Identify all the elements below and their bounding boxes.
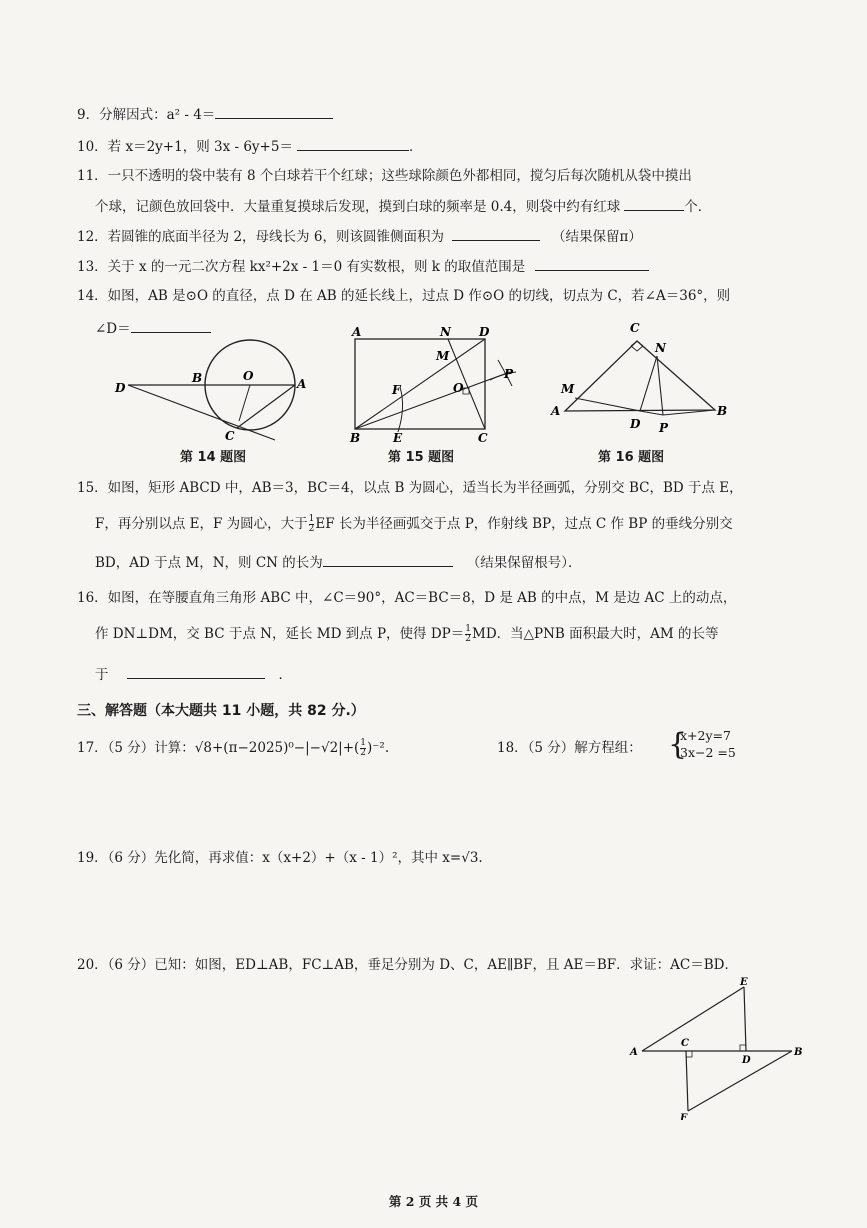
label-m: M <box>561 382 575 396</box>
question-16-line1: 16．如图，在等腰直角三角形 ABC 中，∠C＝90°，AC＝BC＝8，D 是 AB 的中点，M 是边 AC 上的动点， <box>77 590 737 606</box>
figure-20 <box>626 975 811 1120</box>
label-c: C <box>681 1038 689 1049</box>
line-ae <box>642 987 744 1051</box>
question-18: 18．（5 分）解方程组： <box>497 740 642 756</box>
line-ed <box>744 987 746 1051</box>
label-d: D <box>742 1055 751 1066</box>
label-a: A <box>352 325 362 339</box>
answer-blank-15[interactable] <box>323 552 453 567</box>
label-f: F <box>392 383 401 397</box>
label-e: E <box>393 431 403 445</box>
line-np <box>657 356 663 415</box>
page-footer: 第 2 页 共 4 页 <box>388 1194 479 1209</box>
answer-blank-10[interactable] <box>297 136 409 151</box>
line-md <box>575 398 640 411</box>
tangent-line <box>128 385 275 440</box>
question-9: 9．分解因式：a² - 4＝ <box>77 104 333 125</box>
question-10: 10．若 x＝2y+1，则 3x - 6y+5＝ ． <box>77 136 422 157</box>
label-d: D <box>115 381 126 395</box>
label-p: P <box>659 421 669 435</box>
label-a: A <box>630 1047 638 1058</box>
label-b: B <box>350 431 361 445</box>
fraction-half: $\frac{1}{2}$ <box>360 738 367 758</box>
right-angle-c <box>686 1051 692 1057</box>
question-12: 12．若圆锥的底面半径为 2，母线长为 6，则该圆锥侧面积为 （结果保留π） <box>77 226 642 247</box>
label-c: C <box>630 321 640 335</box>
label-o: O <box>453 381 464 395</box>
label-c: C <box>478 431 488 445</box>
question-13: 13．关于 x 的一元二次方程 kx²+2x - 1＝0 有实数根，则 k 的取值范围是 <box>77 256 649 277</box>
radius-oc <box>239 385 250 421</box>
question-16-line2: 作 DN⊥DM，交 BC 于点 N，延长 MD 到点 P，使得 DP＝ $\frac{1}{2}$ MD．当△PNB 面积最大时，AM 的长等 <box>95 624 719 644</box>
answer-blank-13[interactable] <box>535 256 649 271</box>
question-11-line1: 11．一只不透明的袋中装有 8 个白球若干个红球；这些球除颜色外都相同，搅匀后每次随机从袋中摸出 <box>77 168 692 184</box>
question-15-line2: F，再分别以点 E，F 为圆心，大于 $\frac{1}{2}$ EF 长为半径画弧交于点 P，作射线 BP，过点 C 作 BP 的垂线分别交 <box>95 514 733 534</box>
chord-ac <box>237 385 295 428</box>
label-n: N <box>440 325 451 339</box>
label-o: O <box>243 369 254 383</box>
label-d: D <box>630 417 641 431</box>
caption-figure-14: 第 14 题图 <box>180 450 247 465</box>
figure-15 <box>340 322 530 447</box>
label-e: E <box>740 977 748 988</box>
section-3-heading: 三、解答题（本大题共 11 小题，共 82 分.） <box>77 703 365 719</box>
caption-figure-15: 第 15 题图 <box>388 450 455 465</box>
question-20: 20．（6 分）已知：如图，ED⊥AB，FC⊥AB，垂足分别为 D、C，AE∥BF，且 AE＝BF．求证：AC＝BD． <box>77 957 738 973</box>
answer-blank-9[interactable] <box>215 104 333 119</box>
figure-16 <box>545 316 740 441</box>
label-m: M <box>436 349 450 363</box>
line-dn <box>640 356 657 411</box>
equation-2: 3x−2 =5 <box>680 745 736 760</box>
question-19: 19．（6 分）先化简，再求值：x（x+2）+（x - 1）²，其中 x=√3. <box>77 850 483 866</box>
ray-bp <box>355 372 510 429</box>
line-cf <box>686 1051 688 1111</box>
question-15-line1: 15．如图，矩形 ABCD 中，AB＝3，BC＝4，以点 B 为圆心，适当长为半径画弧，分别交 BC，BD 于点 E， <box>77 480 743 496</box>
caption-figure-16: 第 16 题图 <box>598 450 665 465</box>
question-11-line2: 个球，记颜色放回袋中．大量重复摸球后发现，摸到白球的频率是 0.4，则袋中约有红球 个． <box>95 196 711 217</box>
question-14-line1: 14．如图，AB 是⊙O 的直径，点 D 在 AB 的延长线上，过点 D 作⊙O 的切线，切点为 C，若∠A＝36°，则 <box>77 288 731 304</box>
answer-blank-16[interactable] <box>127 664 265 679</box>
brace: { <box>668 727 688 762</box>
question-16-line3: 于 ． <box>95 664 292 685</box>
question-15-line3: BD，AD 于点 M，N，则 CN 的长为 （结果保留根号）． <box>95 552 582 573</box>
line-fb <box>688 1051 792 1111</box>
label-f: F <box>680 1113 688 1120</box>
equation-1: x+2y=7 <box>680 728 731 743</box>
label-p: P <box>504 367 514 381</box>
answer-blank-11[interactable] <box>624 196 684 211</box>
question-17: 17．（5 分）计算：√8+(π−2025)⁰−|−√2|+( $\frac{1}{2}$ )⁻². <box>77 738 390 758</box>
line-dp <box>640 411 663 415</box>
label-c: C <box>225 429 235 443</box>
fraction-half: $\frac{1}{2}$ <box>308 514 315 534</box>
label-a: A <box>551 404 561 418</box>
label-n: N <box>655 341 666 355</box>
fraction-half: $\frac{1}{2}$ <box>465 624 471 644</box>
label-b: B <box>192 371 203 385</box>
figure-14 <box>105 330 315 445</box>
answer-blank-12[interactable] <box>452 226 540 241</box>
label-b: B <box>794 1047 803 1058</box>
label-a: A <box>297 377 307 391</box>
right-angle-d <box>740 1045 746 1051</box>
label-b: B <box>717 404 728 418</box>
right-angle-mark <box>631 341 643 351</box>
question-14-line2: ∠D＝ <box>95 318 211 339</box>
label-d: D <box>479 325 490 339</box>
diagonal-bd <box>355 339 485 429</box>
